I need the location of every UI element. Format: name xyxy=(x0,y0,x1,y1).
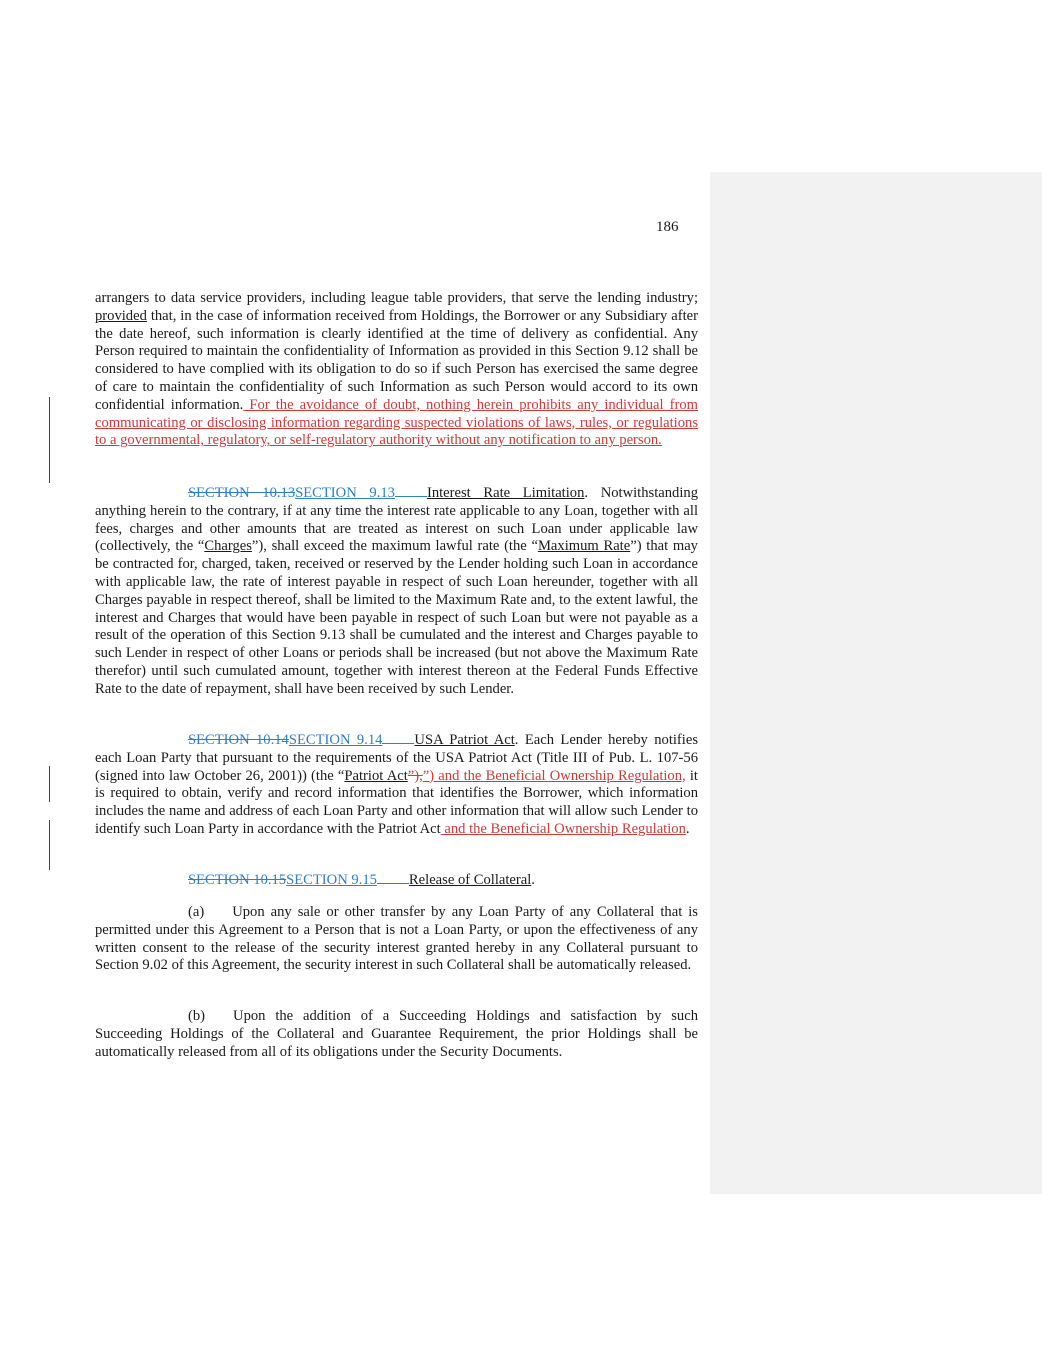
paragraph-confidentiality: arrangers to data service providers, including league table providers, that serve the lending industry; provided that, in the case of information received from Holdings, the Borrower or any Subsidiary after the date hereof, such information is clearly identified at the time of delivery as confidential. Any Person required to maintain the confidentiality of Information as provided in this Section 9.12 shall be considered to have complied with its obligation to do so if such Person has exercised the same degree of care to maintain the confidentiality of such Information as such Person would accord to its own confidential information. For the avoidance of doubt, nothing herein prohibits any individual from communicating or disclosing information regarding suspected violations of laws, rules, or regulations to a governmental, regulatory, or self-regulatory authority without any notification to any person. xyxy=(95,290,698,449)
section-heading: Release of Collateral xyxy=(408,872,532,888)
inserted-text: For the avoidance of doubt, nothing herein prohibits any individual from communicating or disclosing information regarding suspected violations of laws, rules, or regulations to a governmental, regulatory, or self-regulatory authority without any notification to any person. xyxy=(95,396,698,449)
change-bar xyxy=(49,397,50,483)
section-number: SECTION 9.15 xyxy=(286,872,377,888)
deleted-section-number: SECTION 10.13 xyxy=(188,485,296,501)
clause-a: (a) Upon any sale or other transfer by any Loan Party of any Collateral that is permitted under this Agreement to a Person that is not a Loan Party, or upon the effectiveness of any written consent to the release of the security interest granted hereby in any Collateral pursuant to Section 9.02 of this Agreement, the security interest in such Collateral shall be automatically released. xyxy=(95,904,698,974)
comment-margin-pane xyxy=(710,172,1042,1194)
section-heading: Interest Rate Limitation xyxy=(426,485,585,501)
section-9-14: SECTION 10.14SECTION 9.14 USA Patriot Act. Each Lender hereby notifies each Loan Party that pursuant to the requirements of the USA Patriot Act (Title III of Pub. L. 107-56 (signed into law October 26, 2001)) (the “Patriot Act”),”) and the Beneficial Ownership Regulation, it is required to obtain, verify and record information that identifies the Borrower, which information includes the name and address of each Loan Party and other information that will allow such Lender to identify such Loan Party in accordance with the Patriot Act and the Beneficial Ownership Regulation. xyxy=(95,732,698,837)
change-bar xyxy=(49,766,50,802)
section-9-15: SECTION 10.15SECTION 9.15 Release of Collateral. xyxy=(188,872,535,888)
clause-label: (b) xyxy=(188,1008,206,1024)
deleted-text: ”), xyxy=(407,767,423,784)
clause-b: (b) Upon the addition of a Succeeding Holdings and satisfaction by such Succeeding Holdings of the Collateral and Guarantee Requirement, the prior Holdings shall be automatically released from all of its obligations under the Security Documents. xyxy=(95,1008,698,1060)
inserted-text: and the Beneficial Ownership Regulation xyxy=(440,820,686,837)
deleted-section-number: SECTION 10.15 xyxy=(188,872,287,888)
section-number: SECTION 9.13 xyxy=(295,485,395,501)
change-bar xyxy=(49,820,50,870)
page-number: 186 xyxy=(656,219,679,235)
section-heading: USA Patriot Act xyxy=(414,732,515,748)
deleted-section-number: SECTION 10.14 xyxy=(188,732,289,748)
section-9-13: SECTION 10.13SECTION 9.13 Interest Rate Limitation. Notwithstanding anything herein to the contrary, if at any time the interest rate applicable to any Loan, together with all fees, charges and other amounts that are treated as interest on such Loan under applicable law (collectively, the “Charges”), shall exceed the maximum lawful rate (the “Maximum Rate”) that may be contracted for, charged, taken, received or reserved by the Lender holding such Loan in accordance with applicable law, the rate of interest payable in respect of such Loan hereunder, together with all Charges payable in respect thereof, shall be limited to the Maximum Rate and, to the extent lawful, the interest and Charges that would have been payable in respect of such Loan but were not payable as a result of the operation of this Section 9.13 shall be cumulated and the interest and Charges payable to such Lender in respect of other Loans or periods shall be increased (but not above the Maximum Rate therefor) until such cumulated amount, together with interest thereon at the Federal Funds Effective Rate to the date of repayment, shall have been received by such Lender. xyxy=(95,485,698,697)
section-number: SECTION 9.14 xyxy=(288,732,383,748)
inserted-text: ”) and the Beneficial Ownership Regulation, xyxy=(422,767,686,784)
clause-label: (a) xyxy=(188,904,205,920)
